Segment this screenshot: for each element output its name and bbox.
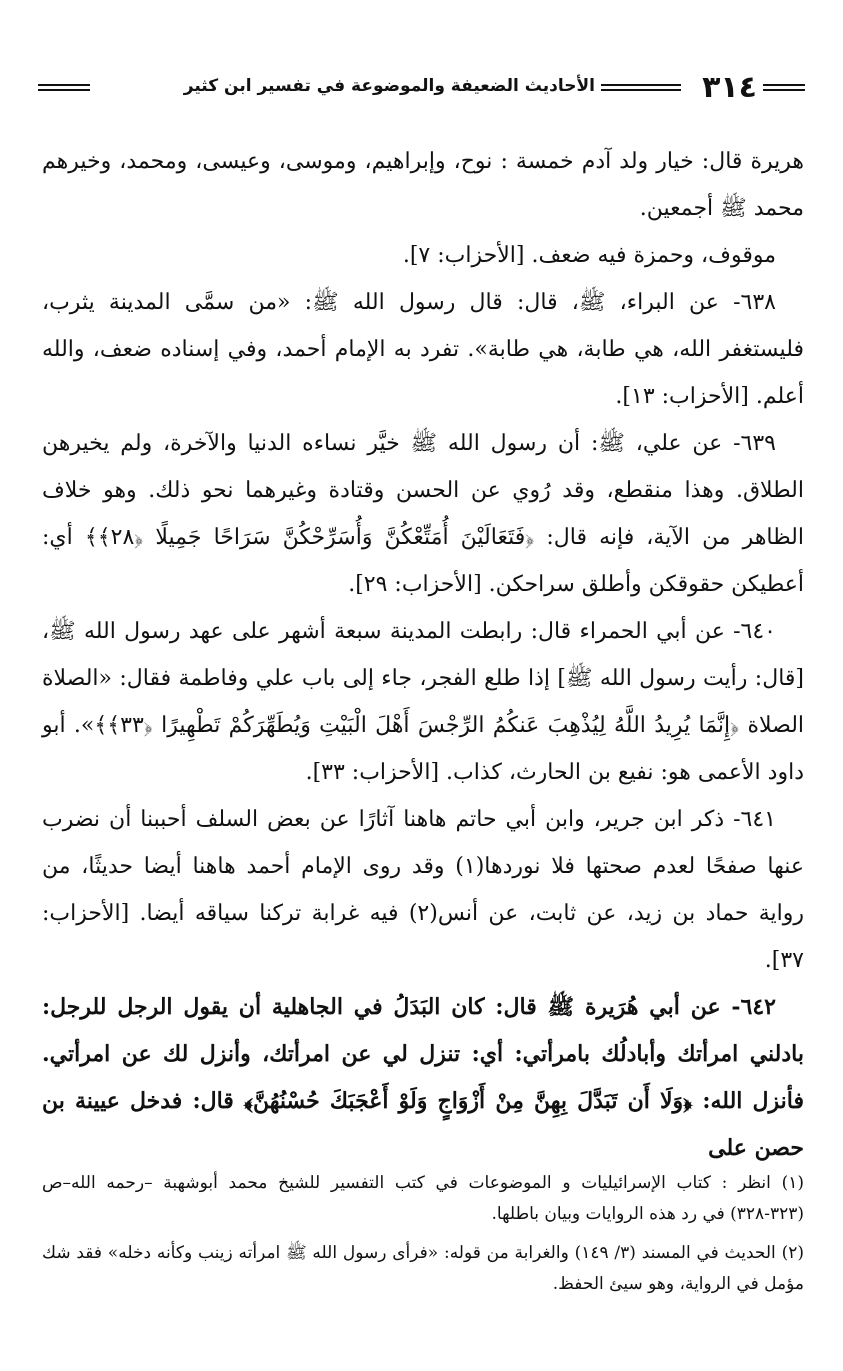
- page-number: ٣١٤: [702, 70, 757, 105]
- header-rule-left: [38, 84, 90, 96]
- hadith-642: ٦٤٢- عن أبي هُرَيرة ﷺ قال: كان البَدَلُ في الجاهلية أن يقول الرجل للرجل: بادلني امرأتك وأبادلُك بامرأتي: أي: تنزل لي عن امرأتك، وأنزل لك عن امرأتي. فأنزل الله: ﴿وَلَا أَن تَبَدَّلَ بِهِنَّ مِنْ أَزْوَاجٍ وَلَوْ أَعْجَبَكَ حُسْنُهُنَّ﴾ قال: فدخل عيينة بن حصن على: [42, 994, 804, 1161]
- hadith-638: ٦٣٨- عن البراء، ﷺ، قال: قال رسول الله ﷺ: «من سمَّى المدينة يثرب، فليستغفر الله، هي طابة، هي طابة». تفرد به الإمام أحمد، وفي إسناده ضعف، والله أعلم. [الأحزاب: ١٣].: [42, 290, 804, 409]
- footnotes: [42, 1168, 804, 1308]
- page-header: [38, 70, 805, 106]
- hadith-640: ٦٤٠- عن أبي الحمراء قال: رابطت المدينة سبعة أشهر على عهد رسول الله ﷺ،[قال: رأيت رسول الله ﷺ] إذا طلع الفجر، جاء إلى باب علي وفاطمة فقال: «الصلاة الصلاة ﴿إِنَّمَا يُرِيدُ اللَّهُ لِيُذْهِبَ عَنكُمُ الرِّجْسَ أَهْلَ الْبَيْتِ وَيُطَهِّرَكُمْ تَطْهِيرًا ﴿٣٣﴾﴾». أبو داود الأعمى هو: نفيع بن الحارث، كذاب. [الأحزاب: ٣٣].: [42, 619, 805, 785]
- paragraph-continuation: هريرة قال: خيار ولد آدم خمسة : نوح، وإبراهيم، وموسى، وعيسى، ومحمد، وخيرهم محمد ﷺ أجمعين.: [42, 149, 804, 221]
- hadith-639: ٦٣٩- عن علي، ﷺ: أن رسول الله ﷺ خيَّر نساءه الدنيا والآخرة، ولم يخيرهن الطلاق. وهذا منقطع، وقد رُوي عن الحسن وقتادة وغيرهما نحو ذلك. وهو خلاف الظاهر من الآية، فإنه قال: ﴿فَتَعَالَيْنَ أُمَتِّعْكُنَّ وَأُسَرِّحْكُنَّ سَرَاحًا جَمِيلًا ﴿٢٨﴾﴾ أي: أعطيكن حقوقكن وأطلق سراحكن. [الأحزاب: ٢٩].: [42, 431, 804, 597]
- footnote-1: (١) انظر : كتاب الإسرائيليات و الموضوعات في كتب التفسير للشيخ محمد أبوشهبة –رحمه الله–ص (٣٢٣-٣٢٨) في رد هذه الروايات وبيان باطلها.: [42, 1173, 804, 1224]
- header-rule-middle: [601, 84, 681, 96]
- header-rule-right: [763, 84, 805, 96]
- main-text: [42, 138, 804, 1172]
- footnote-2: (٢) الحديث في المسند (٣/ ١٤٩) والغرابة من قوله: «فرأى رسول الله ﷺ امرأته زينب وكأنه دخله» فقد شك مؤمل في الرواية، وهو سيئ الحفظ.: [42, 1243, 804, 1294]
- hadith-641: ٦٤١- ذكر ابن جرير، وابن أبي حاتم هاهنا آثارًا عن بعض السلف أحببنا أن نضرب عنها صفحًا لعدم صحتها فلا نوردها(١) وقد روى الإمام أحمد هاهنا أيضا حديثًا، من رواية حماد بن زيد، عن ثابت، عن أنس(٢) فيه غرابة تركنا سياقه أيضا. [الأحزاب: ٣٧].: [42, 807, 804, 973]
- running-title: الأحاديث الضعيفة والموضوعة في تفسير ابن كثير: [183, 76, 595, 96]
- paragraph-note: موقوف، وحمزة فيه ضعف. [الأحزاب: ٧].: [402, 243, 776, 268]
